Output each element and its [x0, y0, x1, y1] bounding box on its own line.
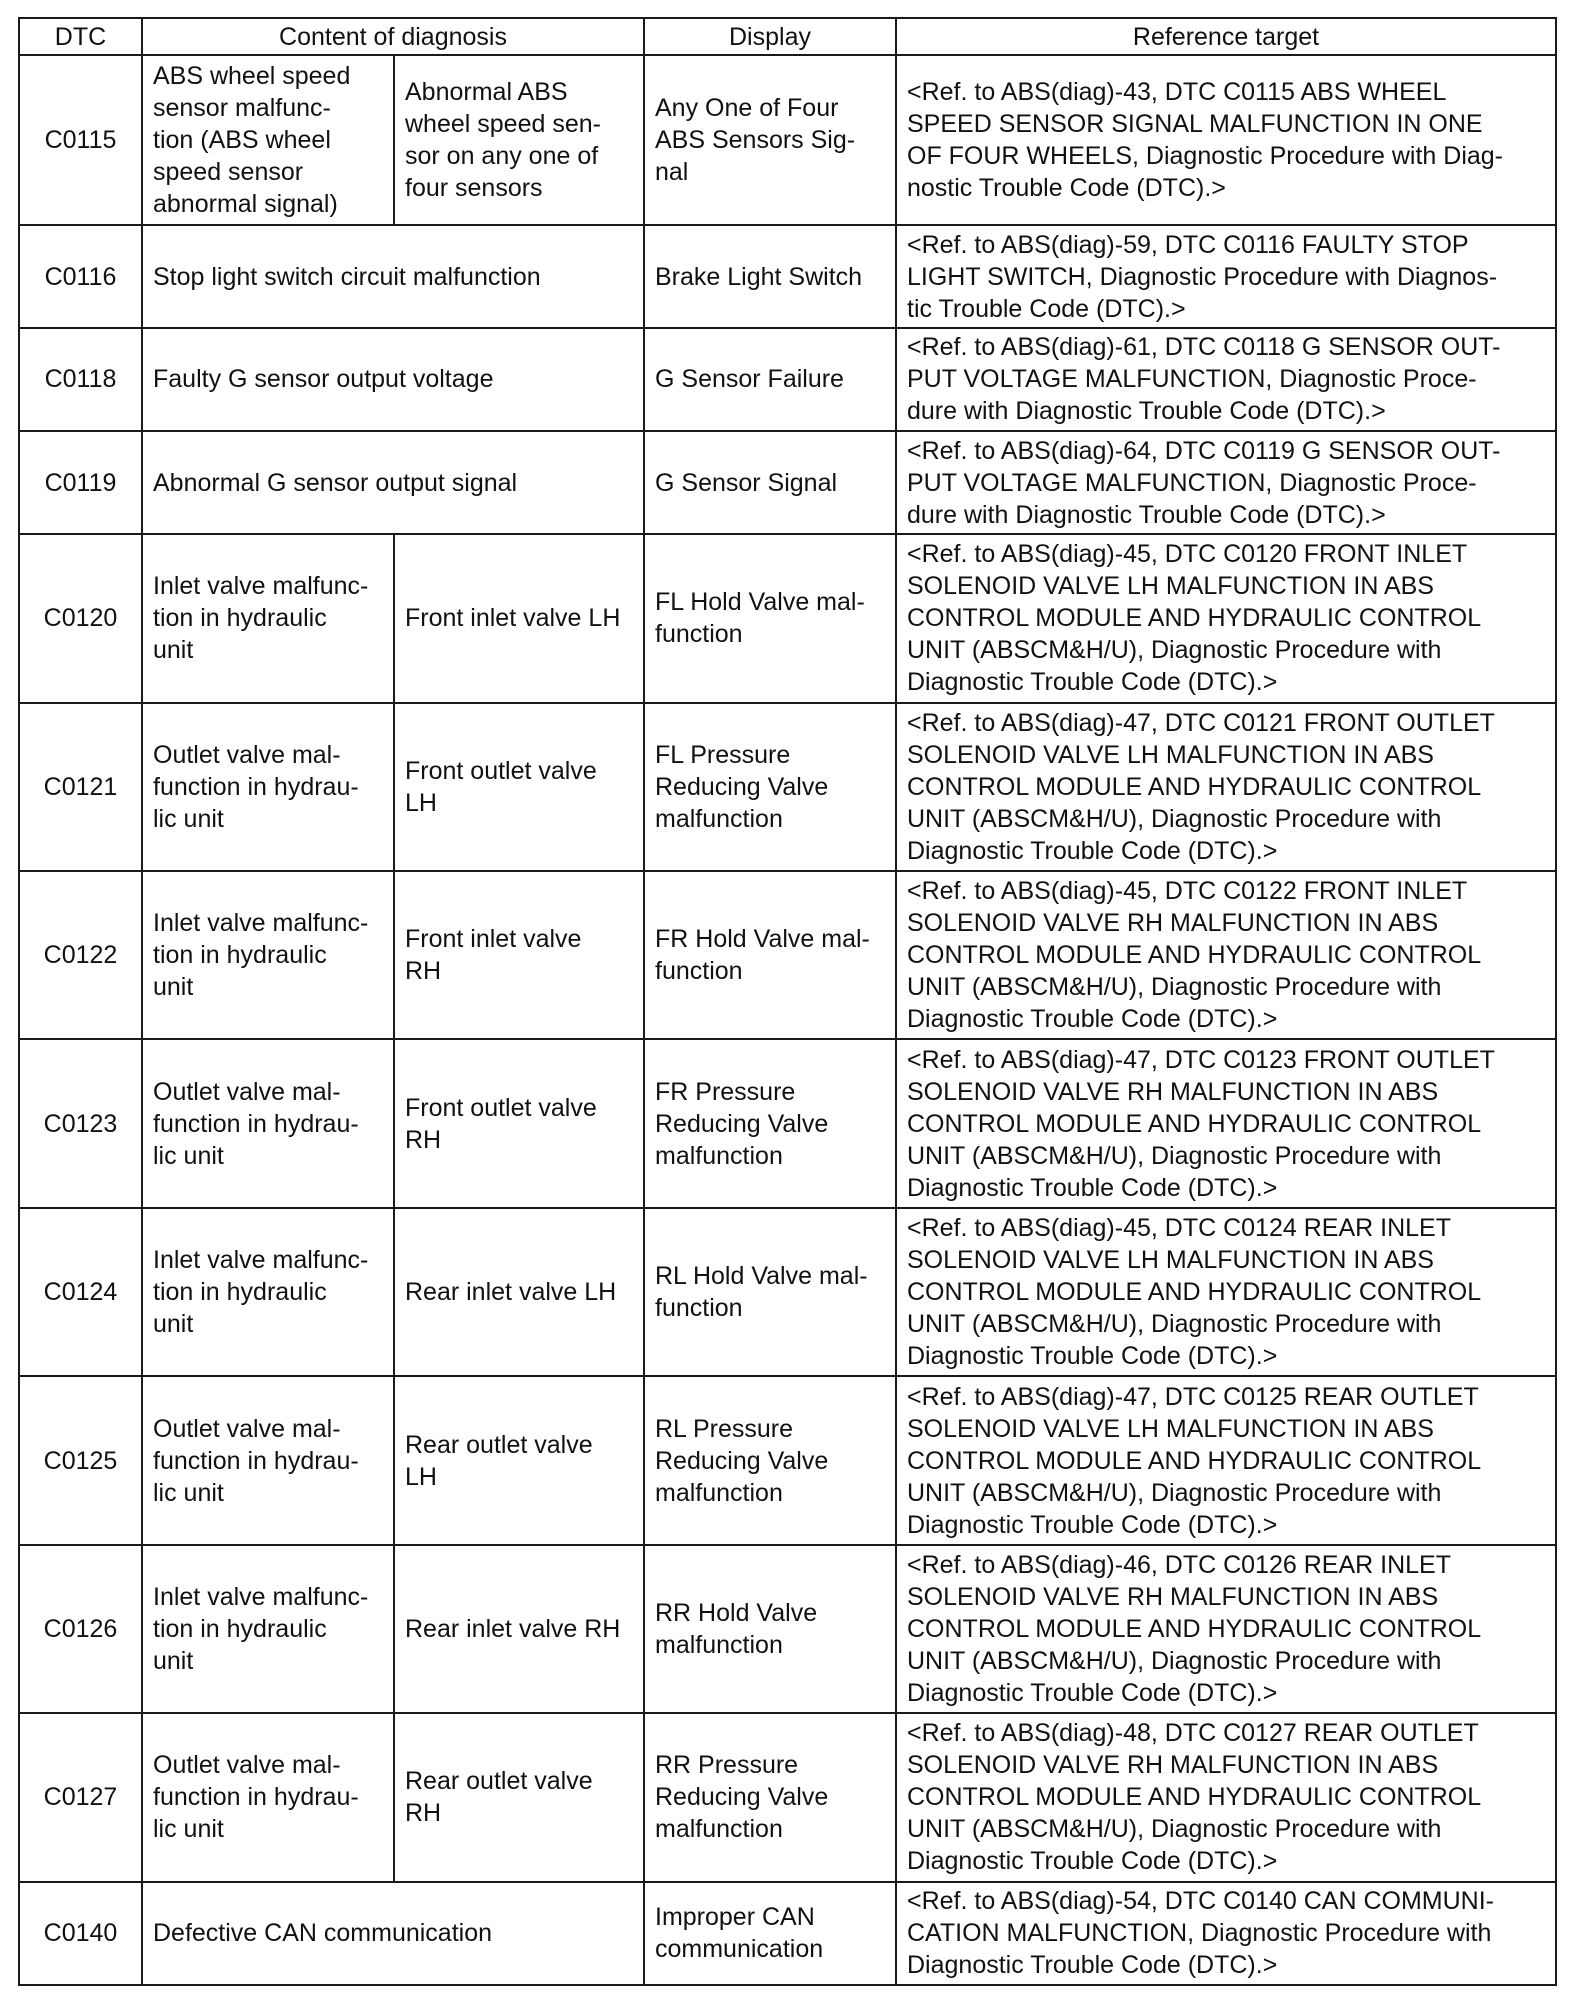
diagnosis-content: Inlet valve malfunc- tion in hydraulic unit — [142, 1208, 394, 1376]
table-row — [19, 703, 1556, 871]
diagnosis-content: Abnormal G sensor output signal — [142, 431, 644, 534]
table-row — [19, 1376, 1556, 1544]
diagnosis-detail: Front outlet valve RH — [394, 1039, 644, 1207]
diagnosis-detail: Rear outlet valve RH — [394, 1713, 644, 1881]
diagnosis-content: ABS wheel speed sensor malfunc- tion (ABS wheel speed sensor abnormal signal) — [142, 55, 394, 225]
reference-target: <Ref. to ABS(diag)-43, DTC C0115 ABS WHEEL SPEED SENSOR SIGNAL MALFUNCTION IN ONE OF FOUR WHEELS, Diagnostic Procedure with Diag- nostic Trouble Code (DTC).> — [896, 55, 1556, 225]
table-body — [19, 55, 1556, 1985]
display-text: RR Pressure Reducing Valve malfunction — [644, 1713, 896, 1881]
table-row — [19, 1882, 1556, 1985]
diagnosis-content: Outlet valve mal- function in hydrau- lic unit — [142, 1713, 394, 1881]
display-text: Brake Light Switch — [644, 225, 896, 327]
display-text: FR Hold Valve mal- function — [644, 871, 896, 1039]
display-text: G Sensor Failure — [644, 328, 896, 431]
display-text: RL Pressure Reducing Valve malfunction — [644, 1376, 896, 1544]
reference-target: <Ref. to ABS(diag)-46, DTC C0126 REAR INLET SOLENOID VALVE RH MALFUNCTION IN ABS CONTROL MODULE AND HYDRAULIC CONTROL UNIT (ABSCM&H/U), Diagnostic Procedure with Diagnostic Trouble Code (DTC).> — [896, 1545, 1556, 1713]
dtc-code: C0124 — [19, 1208, 142, 1376]
table-row — [19, 328, 1556, 431]
table-row — [19, 534, 1556, 702]
header-content: Content of diagnosis — [142, 18, 644, 55]
diagnosis-content: Inlet valve malfunc- tion in hydraulic unit — [142, 871, 394, 1039]
reference-target: <Ref. to ABS(diag)-54, DTC C0140 CAN COMMUNI- CATION MALFUNCTION, Diagnostic Procedure with Diagnostic Trouble Code (DTC).> — [896, 1882, 1556, 1985]
diagnosis-content: Stop light switch circuit malfunction — [142, 225, 644, 327]
diagnosis-content: Outlet valve mal- function in hydrau- lic unit — [142, 703, 394, 871]
diagnosis-content: Defective CAN communication — [142, 1882, 644, 1985]
dtc-code: C0119 — [19, 431, 142, 534]
table-row — [19, 1713, 1556, 1881]
table-row — [19, 871, 1556, 1039]
dtc-table — [18, 17, 1557, 1986]
display-text: FR Pressure Reducing Valve malfunction — [644, 1039, 896, 1207]
table-row — [19, 1545, 1556, 1713]
diagnosis-detail: Rear outlet valve LH — [394, 1376, 644, 1544]
table-row — [19, 55, 1556, 225]
table-row — [19, 1208, 1556, 1376]
dtc-code: C0121 — [19, 703, 142, 871]
reference-target: <Ref. to ABS(diag)-47, DTC C0121 FRONT OUTLET SOLENOID VALVE LH MALFUNCTION IN ABS CONTROL MODULE AND HYDRAULIC CONTROL UNIT (ABSCM&H/U), Diagnostic Procedure with Diagnostic Trouble Code (DTC).> — [896, 703, 1556, 871]
dtc-code: C0122 — [19, 871, 142, 1039]
reference-target: <Ref. to ABS(diag)-64, DTC C0119 G SENSOR OUT- PUT VOLTAGE MALFUNCTION, Diagnostic Proce- dure with Diagnostic Trouble Code (DTC).> — [896, 431, 1556, 534]
diagnosis-content: Outlet valve mal- function in hydrau- lic unit — [142, 1376, 394, 1544]
reference-target: <Ref. to ABS(diag)-47, DTC C0125 REAR OUTLET SOLENOID VALVE LH MALFUNCTION IN ABS CONTROL MODULE AND HYDRAULIC CONTROL UNIT (ABSCM&H/U), Diagnostic Procedure with Diagnostic Trouble Code (DTC).> — [896, 1376, 1556, 1544]
diagnosis-detail: Front inlet valve RH — [394, 871, 644, 1039]
reference-target: <Ref. to ABS(diag)-45, DTC C0124 REAR INLET SOLENOID VALVE LH MALFUNCTION IN ABS CONTROL MODULE AND HYDRAULIC CONTROL UNIT (ABSCM&H/U), Diagnostic Procedure with Diagnostic Trouble Code (DTC).> — [896, 1208, 1556, 1376]
display-text: RL Hold Valve mal- function — [644, 1208, 896, 1376]
diagnosis-detail: Rear inlet valve LH — [394, 1208, 644, 1376]
header-dtc: DTC — [19, 18, 142, 55]
dtc-code: C0125 — [19, 1376, 142, 1544]
reference-target: <Ref. to ABS(diag)-59, DTC C0116 FAULTY STOP LIGHT SWITCH, Diagnostic Procedure with Diagnos- tic Trouble Code (DTC).> — [896, 225, 1556, 327]
table-row — [19, 225, 1556, 327]
dtc-code: C0127 — [19, 1713, 142, 1881]
dtc-code: C0120 — [19, 534, 142, 702]
display-text: FL Pressure Reducing Valve malfunction — [644, 703, 896, 871]
diagnosis-detail: Abnormal ABS wheel speed sen- sor on any one of four sensors — [394, 55, 644, 225]
diagnosis-detail: Front inlet valve LH — [394, 534, 644, 702]
reference-target: <Ref. to ABS(diag)-47, DTC C0123 FRONT OUTLET SOLENOID VALVE RH MALFUNCTION IN ABS CONTROL MODULE AND HYDRAULIC CONTROL UNIT (ABSCM&H/U), Diagnostic Procedure with Diagnostic Trouble Code (DTC).> — [896, 1039, 1556, 1207]
reference-target: <Ref. to ABS(diag)-61, DTC C0118 G SENSOR OUT- PUT VOLTAGE MALFUNCTION, Diagnostic Proce- dure with Diagnostic Trouble Code (DTC).> — [896, 328, 1556, 431]
display-text: RR Hold Valve malfunction — [644, 1545, 896, 1713]
reference-target: <Ref. to ABS(diag)-48, DTC C0127 REAR OUTLET SOLENOID VALVE RH MALFUNCTION IN ABS CONTROL MODULE AND HYDRAULIC CONTROL UNIT (ABSCM&H/U), Diagnostic Procedure with Diagnostic Trouble Code (DTC).> — [896, 1713, 1556, 1881]
diagnosis-detail: Rear inlet valve RH — [394, 1545, 644, 1713]
diagnosis-content: Faulty G sensor output voltage — [142, 328, 644, 431]
dtc-code: C0140 — [19, 1882, 142, 1985]
diagnosis-detail: Front outlet valve LH — [394, 703, 644, 871]
diagnosis-content: Inlet valve malfunc- tion in hydraulic unit — [142, 534, 394, 702]
table-row — [19, 1039, 1556, 1207]
display-text: Any One of Four ABS Sensors Sig- nal — [644, 55, 896, 225]
dtc-code: C0126 — [19, 1545, 142, 1713]
header-reference: Reference target — [896, 18, 1556, 55]
reference-target: <Ref. to ABS(diag)-45, DTC C0120 FRONT INLET SOLENOID VALVE LH MALFUNCTION IN ABS CONTROL MODULE AND HYDRAULIC CONTROL UNIT (ABSCM&H/U), Diagnostic Procedure with Diagnostic Trouble Code (DTC).> — [896, 534, 1556, 702]
table-row — [19, 431, 1556, 534]
dtc-code: C0115 — [19, 55, 142, 225]
dtc-code: C0123 — [19, 1039, 142, 1207]
header-display: Display — [644, 18, 896, 55]
dtc-code: C0116 — [19, 225, 142, 327]
display-text: G Sensor Signal — [644, 431, 896, 534]
display-text: FL Hold Valve mal- function — [644, 534, 896, 702]
diagnosis-content: Outlet valve mal- function in hydrau- lic unit — [142, 1039, 394, 1207]
display-text: Improper CAN communication — [644, 1882, 896, 1985]
header-row — [19, 18, 1556, 55]
reference-target: <Ref. to ABS(diag)-45, DTC C0122 FRONT INLET SOLENOID VALVE RH MALFUNCTION IN ABS CONTROL MODULE AND HYDRAULIC CONTROL UNIT (ABSCM&H/U), Diagnostic Procedure with Diagnostic Trouble Code (DTC).> — [896, 871, 1556, 1039]
dtc-code: C0118 — [19, 328, 142, 431]
diagnosis-content: Inlet valve malfunc- tion in hydraulic unit — [142, 1545, 394, 1713]
